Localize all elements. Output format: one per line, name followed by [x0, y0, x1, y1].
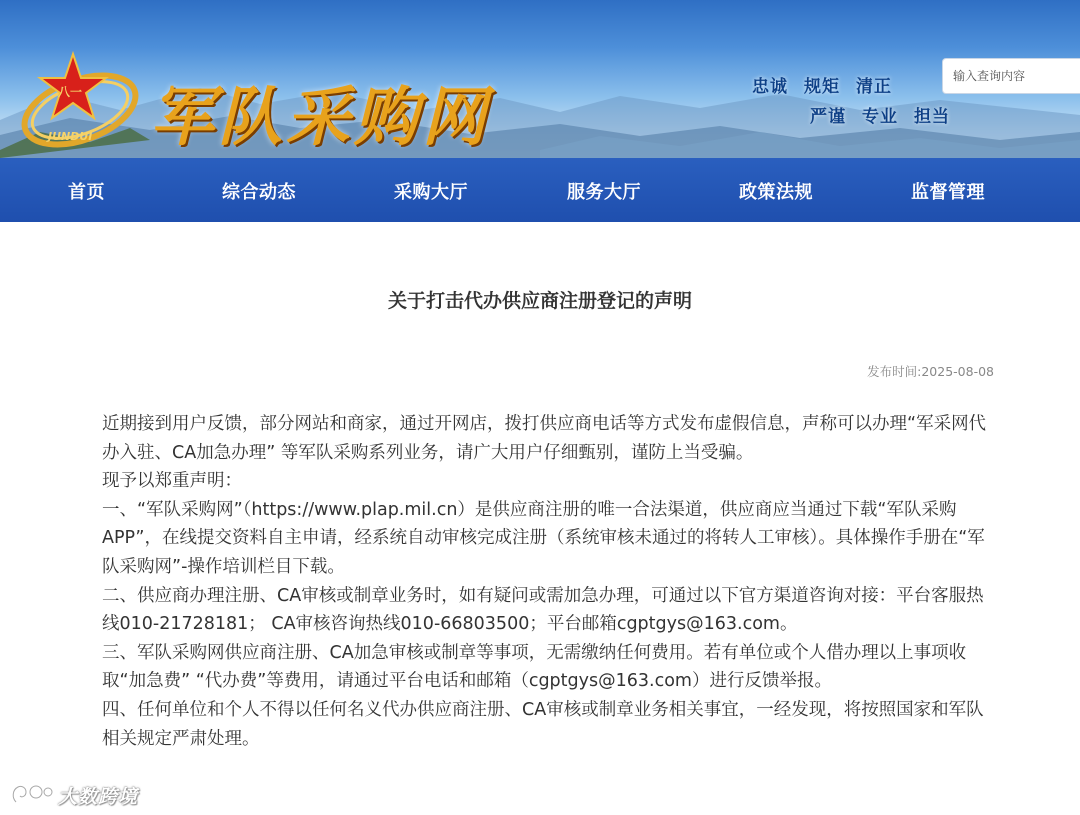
slogan-responsibility: 担当 [914, 107, 950, 127]
slogan-rules: 规矩 [804, 77, 840, 97]
site-title: 军队采购网 [150, 80, 490, 155]
logo-text: JUNDUI [48, 130, 93, 143]
nav-item-news[interactable]: 综合动态 [222, 182, 296, 203]
svg-text:八一: 八一 [58, 85, 83, 99]
article-paragraph: 三、军队采购网供应商注册、CA加急审核或制章等事项，无需缴纳任何费用。若有单位或个人借办理以上事项收取“加急费” “代办费”等费用，请通过平台电话和邮箱（cgptgys@163.com）进行反馈举报。 [102, 642, 967, 692]
site-banner [0, 0, 1080, 158]
slogan-row-2 [810, 102, 966, 127]
article-title: 关于打击代办供应商注册登记的声明 [387, 290, 692, 312]
main-nav [0, 158, 1080, 222]
nav-item-procurement-hall[interactable]: 采购大厅 [394, 182, 468, 203]
nav-item-service-hall[interactable]: 服务大厅 [567, 182, 641, 203]
publish-date: 发布时间:2025-08-08 [867, 364, 994, 379]
slogan-loyalty: 忠诚 [752, 77, 788, 97]
article-paragraph: 二、供应商办理注册、CA审核或制章业务时，如有疑问或需加急办理，可通过以下官方渠道咨询对接：平台客服热线010-21728181； CA审核咨询热线010-66803500；平台邮箱cgptgys@163.com。 [102, 585, 984, 635]
nav-item-home[interactable]: 首页 [68, 182, 105, 203]
slogan-integrity: 清正 [856, 77, 892, 97]
article-body [102, 410, 998, 753]
watermark-logo-icon [10, 780, 54, 810]
army-star-emblem-icon [18, 48, 143, 153]
article-paragraph: 现予以郑重声明： [102, 471, 242, 492]
slogan-professional: 专业 [862, 107, 898, 127]
nav-item-supervision[interactable]: 监督管理 [911, 182, 985, 203]
watermark-text: 大数跨境 [58, 785, 139, 808]
slogan-row-1 [752, 72, 908, 97]
article-paragraph: 一、“军队采购网”（https://www.plap.mil.cn）是供应商注册的唯一合法渠道，供应商应当通过下载“军队采购APP”，在线提交资料自主申请，经系统自动审核完成注册（系统审核未通过的将转人工审核）。具体操作手册在“军队采购网”-操作培训栏目下载。 [102, 499, 985, 577]
nav-item-policy[interactable]: 政策法规 [739, 182, 813, 203]
article-paragraph: 四、任何单位和个人不得以任何名义代办供应商注册、CA审核或制章业务相关事宜，一经发现，将按照国家和军队相关规定严肃处理。 [102, 699, 984, 749]
watermark [10, 780, 138, 810]
article-paragraph: 近期接到用户反馈，部分网站和商家，通过开网店，拨打供应商电话等方式发布虚假信息，声称可以办理“军采网代办入驻、CA加急办理” 等军队采购系列业务，请广大用户仔细甄别，谨防上当受骗。 [102, 414, 987, 463]
slogan-rigor: 严谨 [810, 107, 846, 127]
search-input[interactable] [942, 58, 1080, 94]
